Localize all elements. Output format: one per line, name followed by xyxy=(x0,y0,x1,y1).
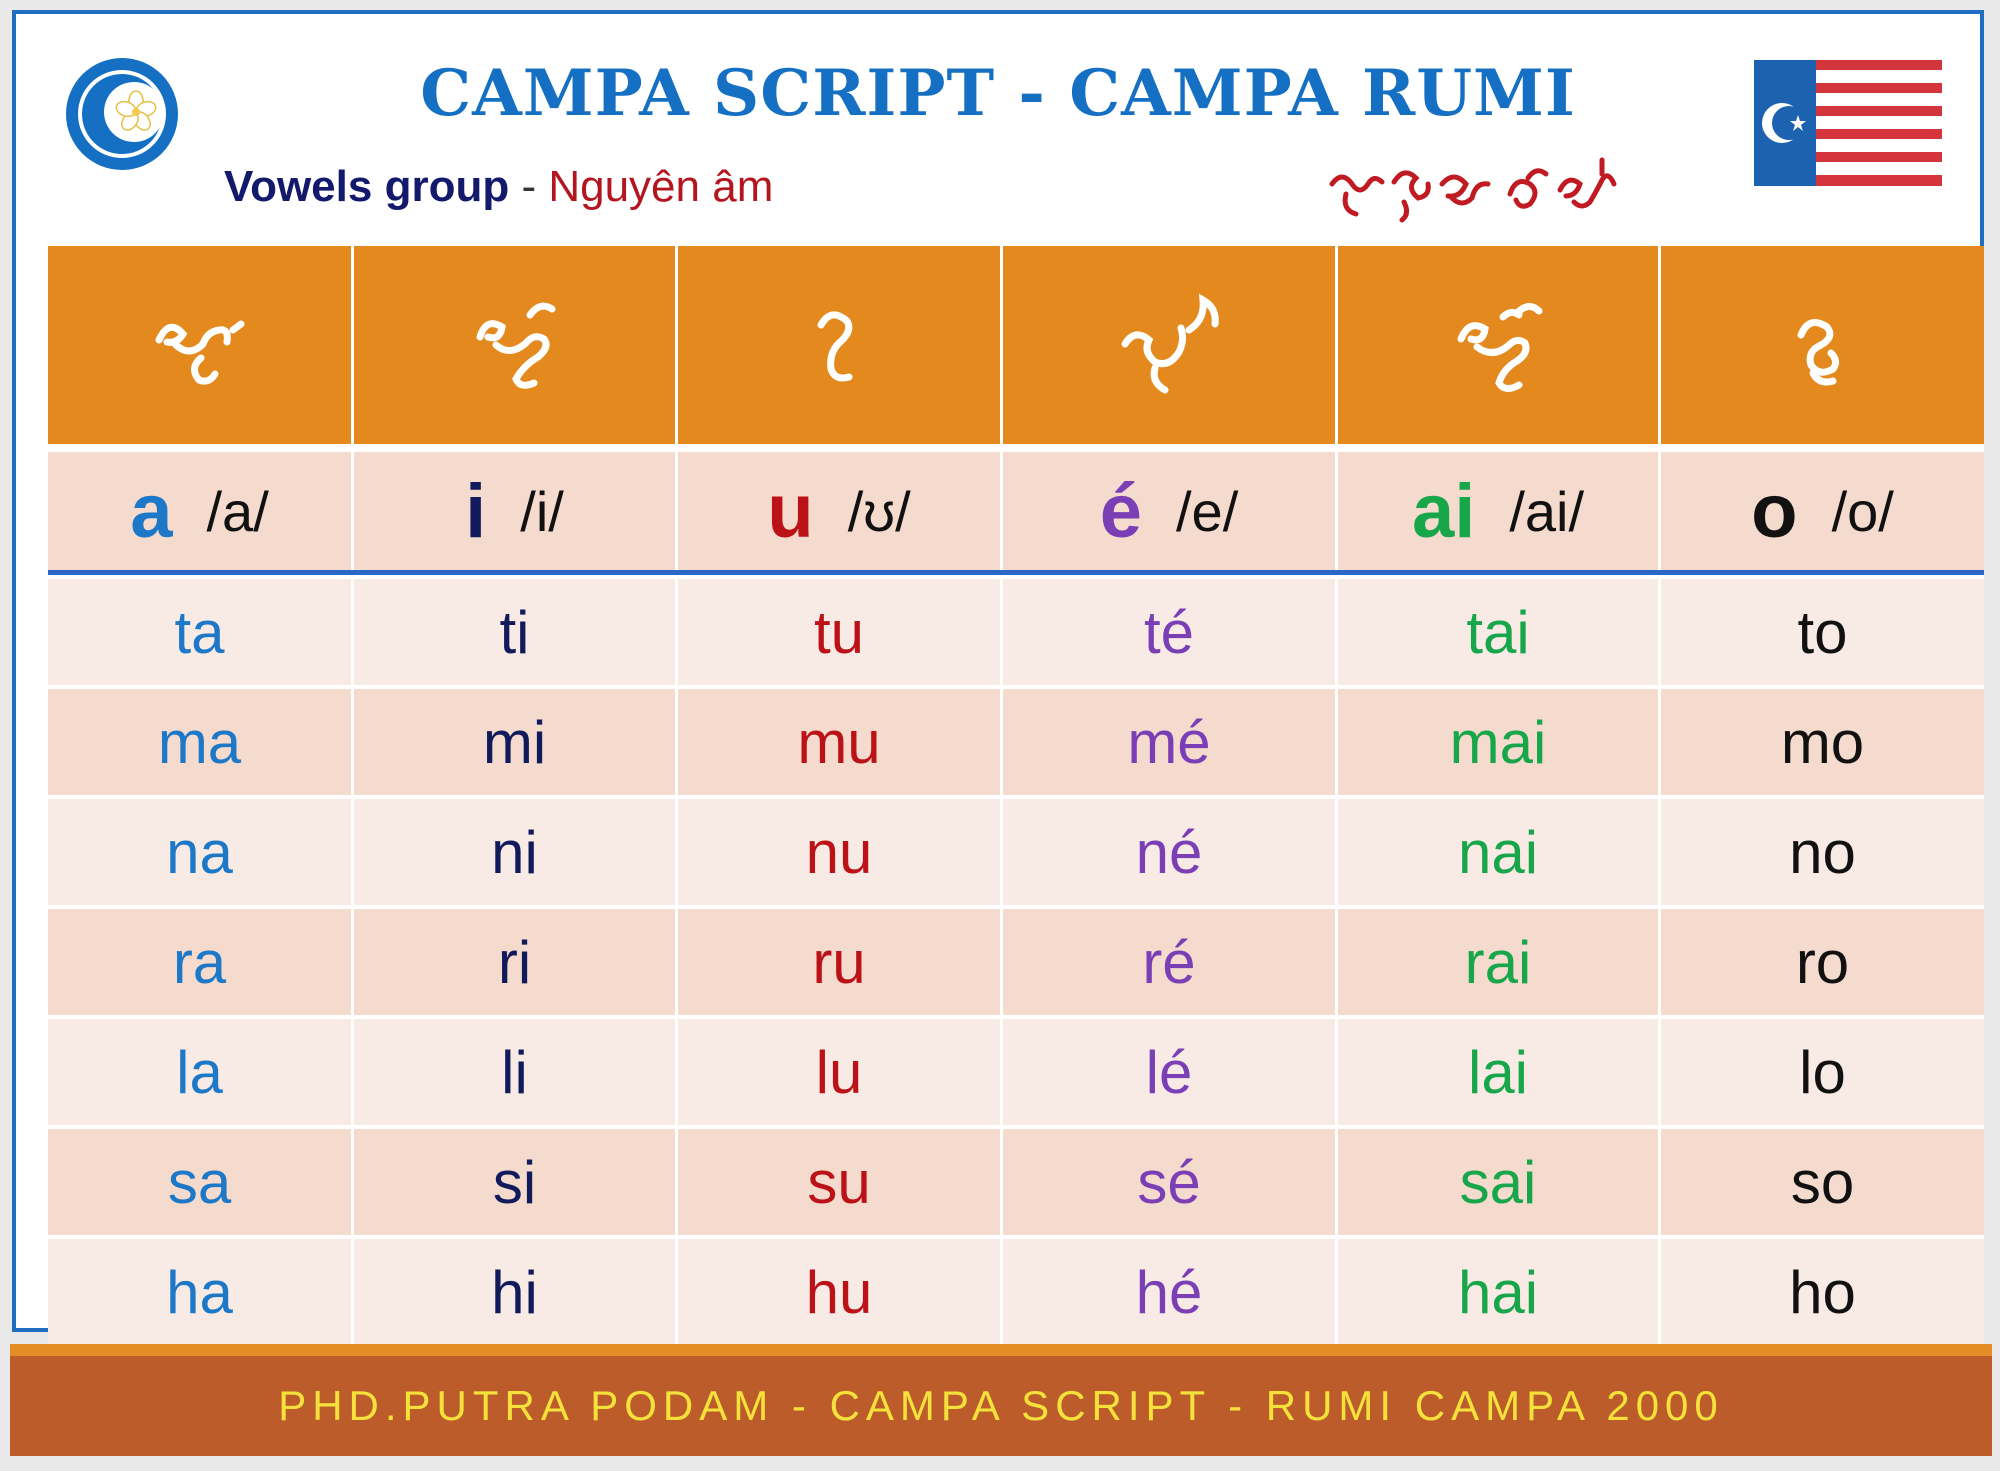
syllable-cell: nu xyxy=(678,799,1003,905)
vowel-ipa: /a/ xyxy=(206,479,269,543)
vowel-letter: é xyxy=(1099,468,1142,554)
vowel-cell-a xyxy=(48,452,354,570)
poster-frame xyxy=(12,10,1984,1332)
vowel-cell-i xyxy=(354,452,678,570)
syllable-cell: ni xyxy=(354,799,678,905)
vowel-ipa: /i/ xyxy=(520,479,564,543)
table-row xyxy=(48,795,1984,905)
syllable-cell: té xyxy=(1003,579,1338,685)
syllable-cell: mé xyxy=(1003,689,1338,795)
syllable-cell: lo xyxy=(1661,1019,1984,1125)
syllable-cell: sé xyxy=(1003,1129,1338,1235)
syllable-cell: lé xyxy=(1003,1019,1338,1125)
cham-flag-icon xyxy=(1754,60,1942,186)
syllable-cell: mi xyxy=(354,689,678,795)
syllable-cell: ru xyxy=(678,909,1003,1015)
vowel-letter: a xyxy=(130,468,173,554)
vowel-ipa: /ai/ xyxy=(1509,479,1585,543)
syllable-cell: si xyxy=(354,1129,678,1235)
vowel-letter: i xyxy=(465,468,487,554)
syllable-cell: ti xyxy=(354,579,678,685)
syllable-cell: ta xyxy=(48,579,354,685)
syllable-cell: mu xyxy=(678,689,1003,795)
table-row xyxy=(48,905,1984,1015)
syllable-cell: ho xyxy=(1661,1239,1984,1345)
syllable-cell: li xyxy=(354,1019,678,1125)
syllable-cell: ro xyxy=(1661,909,1984,1015)
syllable-cell: la xyxy=(48,1019,354,1125)
syllable-cell: né xyxy=(1003,799,1338,905)
syllable-cell: tu xyxy=(678,579,1003,685)
vowel-cell-u xyxy=(678,452,1003,570)
vowel-cell-ai xyxy=(1338,452,1661,570)
syllable-cell: tai xyxy=(1338,579,1661,685)
syllable-cell: lai xyxy=(1338,1019,1661,1125)
subtitle xyxy=(224,162,773,212)
syllable-cell: hai xyxy=(1338,1239,1661,1345)
cham-vowel-ai-glyph xyxy=(1338,246,1661,444)
table-header-glyphs xyxy=(48,246,1984,452)
vowel-letter: o xyxy=(1751,468,1798,554)
footer-text: PHD.PUTRA PODAM - CAMPA SCRIPT - RUMI CAMPA 2000 xyxy=(278,1382,1724,1429)
table-row xyxy=(48,1125,1984,1235)
subtitle-english: Vowels group xyxy=(224,162,510,211)
syllable-cell: na xyxy=(48,799,354,905)
syllable-cell: lu xyxy=(678,1019,1003,1125)
vowel-cell-o xyxy=(1661,452,1984,570)
syllable-cell: hé xyxy=(1003,1239,1338,1345)
cham-script-subtitle-glyph xyxy=(1324,154,1624,226)
syllable-cell: no xyxy=(1661,799,1984,905)
syllable-cell: ri xyxy=(354,909,678,1015)
syllable-cell: mai xyxy=(1338,689,1661,795)
syllable-cell: mo xyxy=(1661,689,1984,795)
table-row xyxy=(48,575,1984,685)
cham-vowel-a-glyph xyxy=(48,246,354,444)
table-row xyxy=(48,685,1984,795)
syllable-cell: ré xyxy=(1003,909,1338,1015)
syllable-cell: ra xyxy=(48,909,354,1015)
vowel-ipa: /e/ xyxy=(1176,479,1239,543)
cham-vowel-e-glyph xyxy=(1003,246,1338,444)
vowel-letter: ai xyxy=(1411,468,1476,554)
syllable-cell: hi xyxy=(354,1239,678,1345)
syllable-cell: sa xyxy=(48,1129,354,1235)
vowel-letter: u xyxy=(767,468,814,554)
syllable-cell: hu xyxy=(678,1239,1003,1345)
syllable-cell: so xyxy=(1661,1129,1984,1235)
cham-vowel-o-glyph xyxy=(1661,246,1984,444)
vowel-table xyxy=(48,246,1984,1345)
cham-vowel-i-glyph xyxy=(354,246,678,444)
cham-vowel-u-glyph xyxy=(678,246,1003,444)
vowel-ipa: /o/ xyxy=(1831,479,1894,543)
syllable-cell: ma xyxy=(48,689,354,795)
table-vowel-row xyxy=(48,452,1984,575)
vowel-cell-e xyxy=(1003,452,1338,570)
syllable-cell: nai xyxy=(1338,799,1661,905)
syllable-cell: sai xyxy=(1338,1129,1661,1235)
table-row xyxy=(48,1015,1984,1125)
table-row xyxy=(48,1235,1984,1345)
syllable-cell: to xyxy=(1661,579,1984,685)
page-title: CAMPA SCRIPT - CAMPA RUMI xyxy=(420,56,1576,131)
subtitle-separator: - xyxy=(521,162,537,211)
subtitle-vietnamese: Nguyên âm xyxy=(548,162,774,211)
vowel-ipa: /ʊ/ xyxy=(847,479,911,543)
footer-banner xyxy=(10,1344,1992,1456)
syllable-cell: su xyxy=(678,1129,1003,1235)
syllable-cell: rai xyxy=(1338,909,1661,1015)
syllable-cell: ha xyxy=(48,1239,354,1345)
